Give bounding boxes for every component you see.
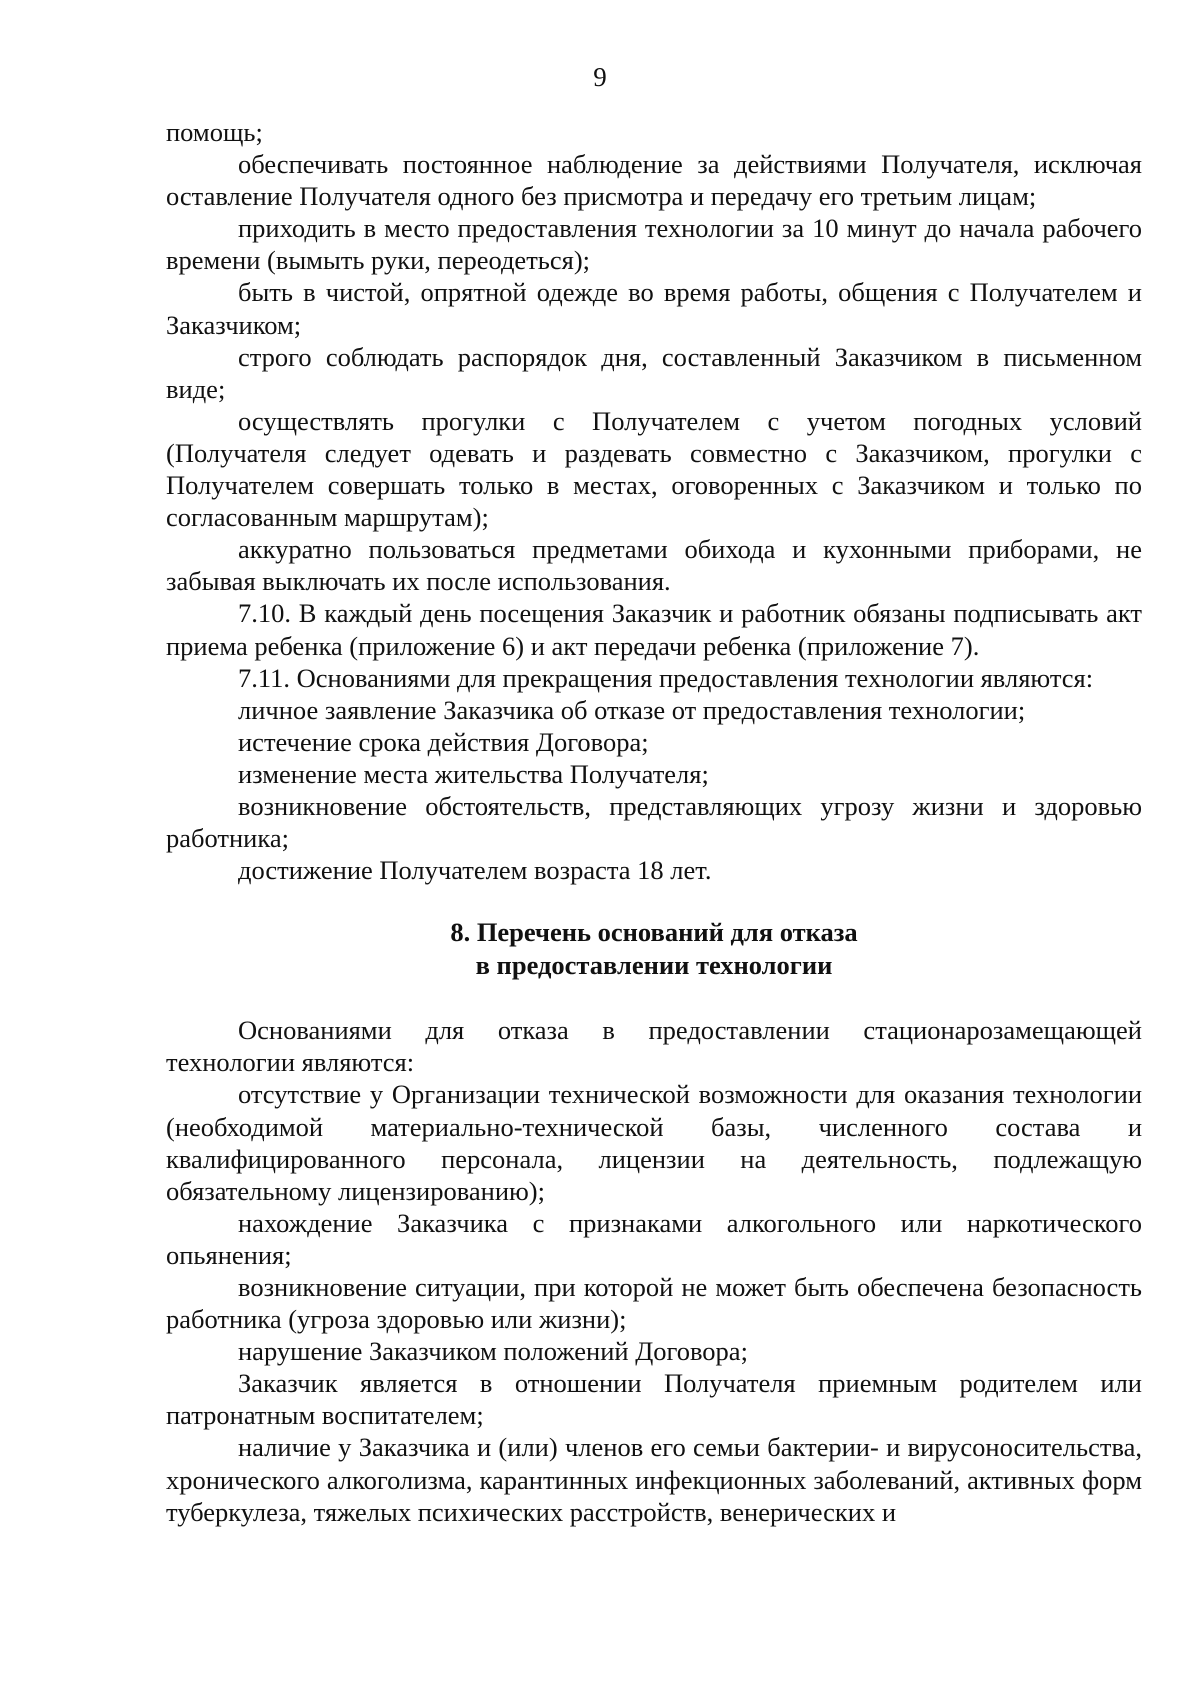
paragraph: истечение срока действия Договора;	[238, 726, 649, 757]
paragraph: наличие у Заказчика и (или) членов его семьи бактерии- и вирусоносительства, хронического алкоголизма, карантинных инфекционных заболеваний, активных форм туберкулеза, тяжелых психических расстройств, венерических и	[166, 1432, 1142, 1527]
paragraph: изменение места жительства Получателя;	[238, 758, 709, 789]
paragraph: быть в чистой, опрятной одежде во время работы, общения с Получателем и Заказчиком;	[166, 277, 1142, 340]
paragraph: достижение Получателем возраста 18 лет.	[238, 855, 712, 886]
paragraph: Основаниями для отказа в предоставлении стационарозамещающей технологии являются:	[166, 1015, 1142, 1078]
paragraph: помощь;	[166, 117, 263, 147]
paragraph: Заказчик является в отношении Получателя приемным родителем или патронатным воспитателем;	[166, 1368, 1142, 1431]
paragraph: осуществлять прогулки с Получателем с учетом погодных условий (Получателя следует одевать и раздевать совместно с Заказчиком, прогулки с Получателем совершать только в местах, оговоренных с Заказчиком и только по согласованным маршрутам);	[166, 405, 1142, 533]
paragraph: приходить в место предоставления технологии за 10 минут до начала рабочего времени (вымыть руки, переодеться);	[166, 213, 1142, 276]
section-heading	[166, 916, 1142, 982]
paragraph: нарушение Заказчиком положений Договора;	[238, 1336, 748, 1367]
paragraph-group-bottom	[166, 1014, 1142, 1528]
paragraph: 7.11. Основаниями для прекращения предоставления технологии являются:	[238, 662, 1094, 693]
paragraph: строго соблюдать распорядок дня, составленный Заказчиком в письменном виде;	[166, 341, 1142, 404]
section-heading-line: 8. Перечень оснований для отказа	[450, 917, 858, 948]
paragraph: личное заявление Заказчика об отказе от предоставления технологии;	[238, 694, 1026, 725]
paragraph: отсутствие у Организации технической возможности для оказания технологии (необходимой материально-технической базы, численного состава и квалифицированного персонала, лицензии на деятельность, подлежащую обязательному лицензированию);	[166, 1079, 1142, 1206]
paragraph: аккуратно пользоваться предметами обихода и кухонными приборами, не забывая выключать их после использования.	[166, 534, 1142, 597]
paragraph: возникновение ситуации, при которой не может быть обеспечена безопасность работника (угроза здоровью или жизни);	[166, 1272, 1142, 1335]
paragraph: нахождение Заказчика с признаками алкогольного или наркотического опьянения;	[166, 1207, 1142, 1270]
paragraph: обеспечивать постоянное наблюдение за действиями Получателя, исключая оставление Получателя одного без присмотра и передачу его третьим лицам;	[166, 149, 1142, 212]
section-heading-line: в предоставлении технологии	[475, 950, 833, 981]
paragraph: 7.10. В каждый день посещения Заказчик и работник обязаны подписывать акт приема ребенка (приложение 6) и акт передачи ребенка (приложение 7).	[166, 598, 1142, 661]
page-number: 9	[593, 62, 607, 92]
document-body	[166, 116, 1142, 1528]
paragraph: возникновение обстоятельств, представляющих угрозу жизни и здоровью работника;	[166, 790, 1142, 854]
paragraph-group-top	[166, 116, 1142, 886]
